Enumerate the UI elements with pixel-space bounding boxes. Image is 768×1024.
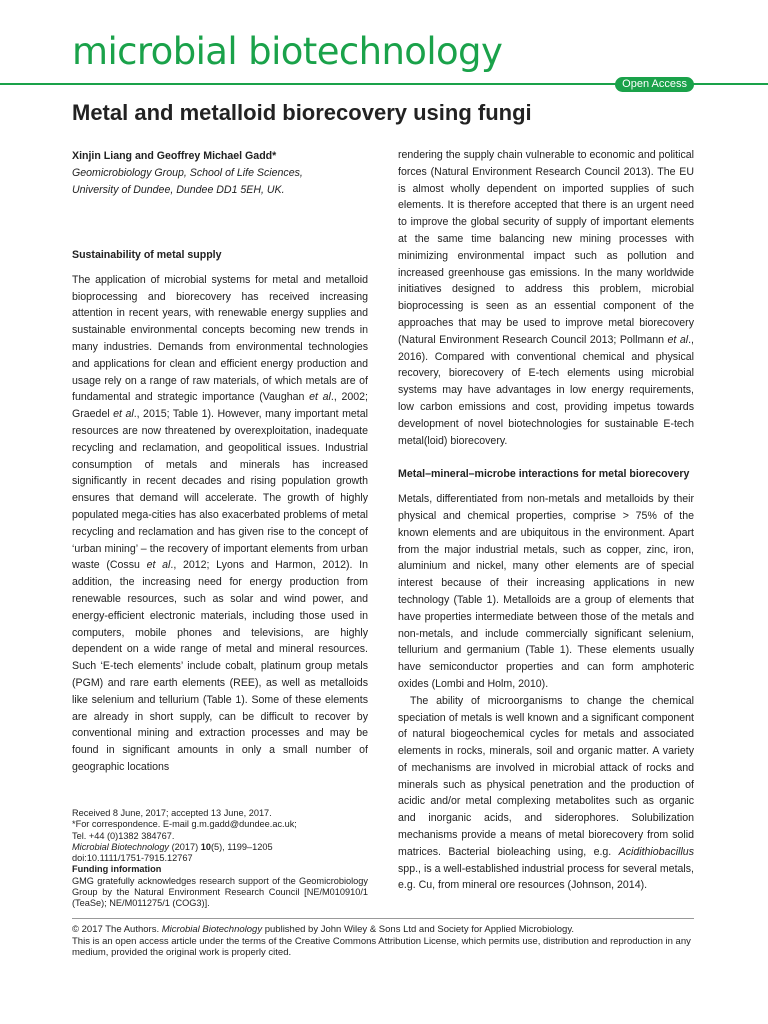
text-run: ., 2016). Compared with conventional chemical and physical recovery, biorecovery of E-tech elements using microbial systems may have advantages in low energy requirements, low carbon emissions and cost, providing impetus towards development of novel biotechnologies for sustainable E-tech metal(loid) biorecovery. [398,333,694,447]
right-column [398,147,694,894]
text-run: spp., is a well-established industrial process for several metals, e.g. Cu, from mineral ore resources (Johnson, 2014). [398,862,694,892]
article-title: Metal and metalloid biorecovery using fungi [72,100,532,125]
text-run: The ability of microorganisms to change the chemical speciation of metals is well known and a significant component of natural biogeochemical cycles for metals and associated elements in rocks, minerals, soil and organic matter. A variety of mechanisms are involved in microbial attack of rocks and minerals such as physical penetration and the production of acidic and/or metal complexing metabolites such as organic and inorganic acids, and siderophores. Solubilization mechanisms provide a means of metal biorecovery from solid matrices. Bacterial bioleaching using, e.g. [398,694,694,858]
citation-volume: 10 [200,841,211,852]
italic-genus: Acidithiobacillus [618,845,694,858]
copyright-line [72,924,694,936]
italic-et-al: et al [113,408,134,421]
author-block [72,148,368,198]
footer-divider [72,918,694,919]
paragraph-continuation [398,147,694,449]
telephone: Tel. +44 (0)1382 384767. [72,830,175,841]
text-run: © 2017 The Authors. [72,924,162,935]
journal-name: microbial biotechnology [72,30,503,73]
text-run: published by John Wiley & Sons Ltd and Society for Applied Microbiology. [262,924,575,935]
text-run: The application of microbial systems for metal and metalloid bioprocessing and biorecovery has received increasing attention in recent years, with renewable energy supplies and sustainable environmental concepts becoming new trends in many industries. Demands from environmental technologies and applications for clean and efficient energy production and usage rely on a range of raw materials, of which metals are of fundamental and strategic importance (Vaughan [72,273,368,404]
italic-et-al: et al [309,391,331,404]
paragraph-microorganisms [398,693,694,895]
paragraph-sustainability [72,272,368,776]
citation-year: (2017) [169,841,201,852]
section-heading-interactions: Metal–mineral–microbe interactions for metal biorecovery [398,468,690,481]
text-run: ., 2002; Graedel [72,391,368,421]
citation-pages: (5), 1199–1205 [210,841,273,852]
italic-et-al: et al [667,333,689,346]
text-run: ., 2015; Table 1). However, many important metal resources are now threatened by overexploitation, inadequate recycling and reclamation, and geopolitical issues. Industrial consumption of metals and minerals has increased significantly in recent decades and rising population growth ensures that demand will accelerate. The growth of highly populated mega-cities has also exacerbated problems of metal recycling and reclamation and has given rise to the concept of ‘urban mining’ – the recovery of important elements from urban waste (Cossu [72,408,368,572]
license-text: This is an open access article under the terms of the Creative Commons Attribution License, which permits use, distribution and reproduction in any medium, provided the original work is properly cited. [72,935,691,958]
footer-journal: Microbial Biotechnology [161,924,263,935]
citation [72,842,368,853]
affiliation-line-2: University of Dundee, Dundee DD1 5EH, UK. [72,183,285,196]
correspondence-email[interactable]: *For correspondence. E-mail g.m.gadd@dundee.ac.uk; [72,819,297,830]
open-access-badge: Open Access [615,77,694,92]
doi-link[interactable]: doi:10.1111/1751-7915.12767 [72,853,193,864]
funding-text: GMG gratefully acknowledges research support of the Geomicrobiology Group by the Natural Environment Research Council [NE/M010910/1 (TeaSe); NE/M011275/1 (COG3)]. [72,875,368,909]
footer [72,924,694,959]
section-heading-sustainability: Sustainability of metal supply [72,249,222,261]
author-names: Xinjin Liang and Geoffrey Michael Gadd* [72,150,277,162]
funding-heading: Funding information [72,864,162,875]
affiliation-line-1: Geomicrobiology Group, School of Life Sciences, [72,166,303,179]
citation-journal: Microbial Biotechnology [72,841,170,852]
left-column [72,247,368,776]
italic-et-al: et al [146,559,171,572]
received-dates: Received 8 June, 2017; accepted 13 June, 2017. [72,808,272,818]
text-run: rendering the supply chain vulnerable to economic and political forces (Natural Environment Research Council 2013). The EU is almost wholly dependent on imported supplies of such elements. It is therefore accepted that there is an urgent need to improve the global security of supply of important elements at the same time balancing new mining processes with minimizing environmental impact such as pollution and increased greenhouse gas emissions. In the many worldwide initiatives designed to address this problem, microbial bioprocessing is seen as an essential component of the approaches that may be used to improve metal biorecovery (Natural Environment Research Council 2013; Pollmann [398,149,694,346]
paragraph-metals: Metals, differentiated from non-metals and metalloids by their physical and chemical properties, comprise > 75% of the known elements and are ubiquitous in the environment. Apart from the major industrial metals, such as copper, zinc, iron, aluminium and nickel, many other elements are of special interest because of their increasing applications in new technology (Table 1). Metalloids are a group of elements that have properties intermediate between those of the metals and non-metals, and include commercially significant selenium, tellurium and germanium (Table 1). These elements usually have semiconductor properties and can form amphoteric oxides (Lombi and Holm, 2010). [398,493,694,690]
article-notes [72,808,368,910]
text-run: ., 2012; Lyons and Harmon, 2012). In addition, the increasing need for energy production from renewable resources, such as solar and wind power, and energy-efficient electronic materials, including those used in computers, mobile phones and televisions, are highly dependent on a wide range of metal and mineral resources. Such ‘E-tech elements’ include cobalt, platinum group metals (PGM) and rare earth elements (REE), as well as metalloids like selenium and tellurium (Table 1). Some of these elements are already in short supply, can be difficult to recover by conventional mining and extraction processes and may be found in significant amounts in only a small number of geographic locations [72,559,368,773]
